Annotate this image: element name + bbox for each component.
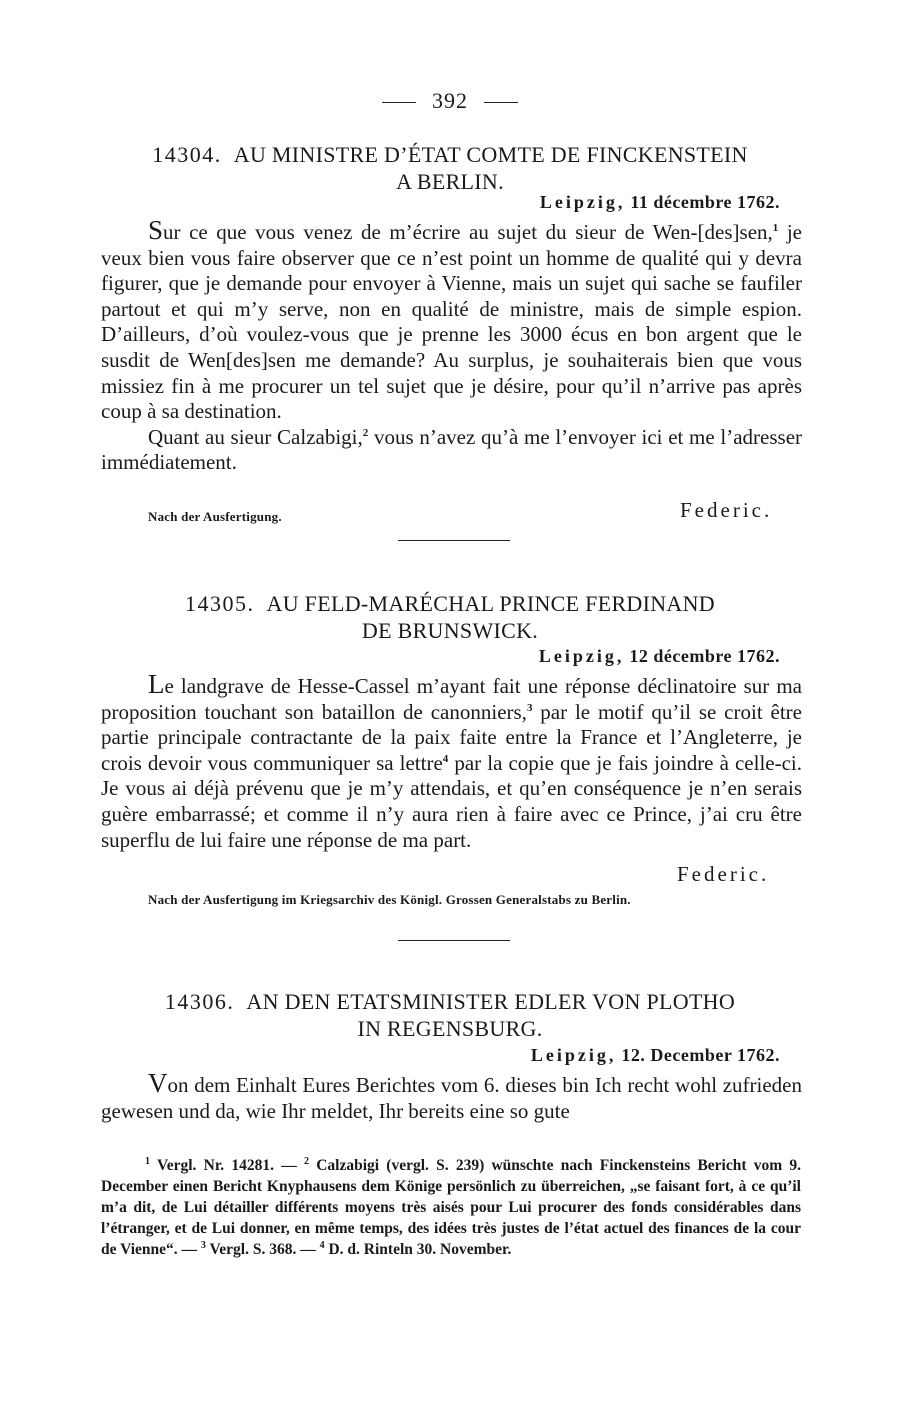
letter-title-line2: IN REGENSBURG. xyxy=(357,1016,543,1041)
initial: L xyxy=(148,669,165,699)
paragraph-text: e landgrave de Hesse-Cassel m’ayant fait une réponse déclinatoire sur ma proposition touchant son bataillon de canonniers, xyxy=(101,674,802,724)
initial: S xyxy=(148,215,164,245)
letter-title-line2: A BERLIN. xyxy=(396,169,504,194)
paragraph-text-rest: vous n’avez qu’à me l’envoyer ici et me l’adresser immédiatement. xyxy=(101,424,803,475)
letter-number: 14304. xyxy=(152,142,222,167)
footnote-marker: 3 xyxy=(200,1240,206,1251)
letter-number: 14305. xyxy=(185,591,255,616)
section-divider xyxy=(398,940,510,941)
page-number-text: 392 xyxy=(432,88,468,113)
signature: Federic. xyxy=(677,862,770,886)
footnote-text: Vergl. S. 368. — xyxy=(205,1241,320,1258)
dateline-place: Leipzig, xyxy=(539,192,626,212)
dateline-14306 xyxy=(531,1045,780,1066)
page-number-rule-right xyxy=(484,102,518,103)
paragraph-text: ur ce que vous venez de m’écrire au sujet du sieur de Wen-[des]sen, xyxy=(163,220,773,244)
page-number-rule-left xyxy=(382,102,416,103)
dateline-place: Leipzig, xyxy=(538,646,625,666)
footnotes xyxy=(101,1155,801,1260)
footnote-marker: 2 xyxy=(303,1156,309,1167)
paragraph-text-rest: je veux bien vous faire observer que ce n’est point un homme de qualité qui y devra figurer, que je demande pour envoyer à Vienne, mais un sujet qui sache se faufiler partout et qui m’y serve, non en qualité de ministre, mais de simple espion. D’ailleurs, d’où voulez-vous que je prenne les 3000 écus en bon argent que le susdit de Wen[des]sen me demande? Au surplus, je souhaiterais bien que vous missiez fin à me procurer un tel sujet que je désire, pour qu’il n’arrive pas après coup à sa destination. xyxy=(101,220,803,424)
footnote-ref: 3 xyxy=(526,701,533,714)
footnote-block xyxy=(101,1155,801,1260)
letter-heading-14306 xyxy=(100,988,800,1042)
dateline-14304 xyxy=(540,192,780,213)
letter-body-14305 xyxy=(101,669,802,853)
footnote-text: Calzabigi (vergl. S. 239) wünschte nach Finckensteins Bericht vom 9. December einen Bericht Knyphausens dem Könige persönlich zu überreichen, „se faisant fort, à ce qu’il m’a dit, de Lui détailler différents moyens très aisés pour Lui procurer des fonds considérables dans l’étranger, et de Lui donner, en même temps, des idées très justes de l’état actuel des finances de la cour de Vienne“. — xyxy=(101,1157,801,1258)
paragraph xyxy=(101,215,803,425)
footnote-marker: 4 xyxy=(319,1240,325,1251)
letter-title-line2: DE BRUNSWICK. xyxy=(361,618,539,643)
dateline-place: Leipzig, xyxy=(530,1045,617,1065)
paragraph-text-rest: par la copie que je fais joindre à celle-ci. Je vous ai déjà prévenu que je m’y attendais, et qu’en conséquence je n’en serais guère embarrassé; et comme il n’y aura rien à faire avec ce Prince, j’ai cru être superflu de lui faire une réponse de ma part. xyxy=(101,750,802,852)
paragraph xyxy=(101,1068,802,1124)
initial: V xyxy=(148,1068,168,1098)
section-divider xyxy=(398,540,510,541)
paragraph-text: Quant au sieur Calzabigi, xyxy=(148,424,363,449)
paragraph-text: on dem Einhalt Eures Berichtes vom 6. dieses bin Ich recht wohl zufrieden gewesen und da, wie Ihr meldet, Ihr bereits eine so gute xyxy=(101,1073,802,1123)
dateline-14305 xyxy=(539,646,780,667)
letter-title-line1: AU MINISTRE D’ÉTAT COMTE DE FINCKENSTEIN xyxy=(233,142,748,167)
dateline-date: 11 décembre 1762. xyxy=(630,192,780,212)
letter-body-14304 xyxy=(101,215,803,476)
letter-heading-14305 xyxy=(100,590,800,644)
source-note: Nach der Ausfertigung. xyxy=(148,509,282,524)
page-number xyxy=(0,88,900,114)
footnote-text: Vergl. Nr. 14281. — xyxy=(150,1157,304,1174)
paragraph-text-rest: par le motif qu’il se croit être partie principale contractante de la paix faite entre la France et l’Angleterre, je crois devoir vous communiquer sa lettre xyxy=(101,699,802,775)
letter-title-line1: AU FELD-MARÉCHAL PRINCE FERDINAND xyxy=(266,591,715,616)
letter-body-14306 xyxy=(101,1068,802,1124)
footnote-ref: 4 xyxy=(442,752,449,765)
letter-heading-14304 xyxy=(100,141,800,195)
dateline-date: 12 décembre 1762. xyxy=(629,646,780,666)
letter-number: 14306. xyxy=(164,989,235,1014)
signature: Federic. xyxy=(680,498,773,522)
footnote-ref: 1 xyxy=(772,222,779,234)
letter-title-line1: AN DEN ETATSMINISTER EDLER VON PLOTHO xyxy=(246,989,736,1014)
paragraph xyxy=(101,669,802,853)
dateline-date: 12. December 1762. xyxy=(621,1045,780,1065)
footnote-marker: 1 xyxy=(145,1156,150,1167)
source-note: Nach der Ausfertigung im Kriegsarchiv des Königl. Grossen Generalstabs zu Berlin. xyxy=(148,892,631,907)
footnote-ref: 2 xyxy=(362,426,369,439)
footnote-text: D. d. Rinteln 30. November. xyxy=(324,1241,512,1258)
paragraph xyxy=(101,425,802,476)
